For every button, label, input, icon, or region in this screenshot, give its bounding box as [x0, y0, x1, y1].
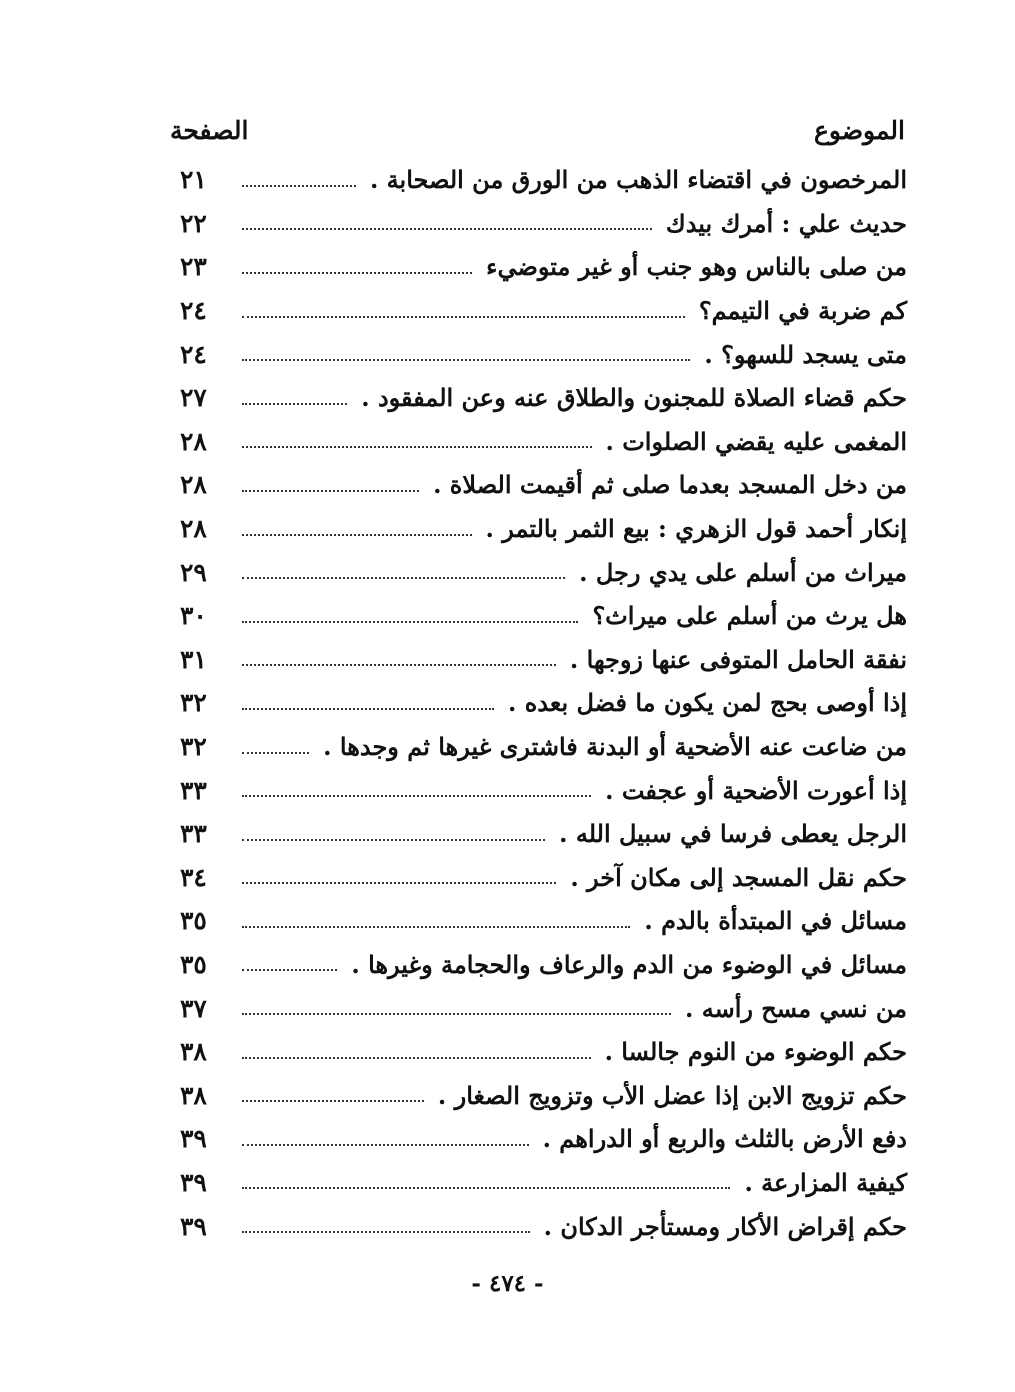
- toc-entry-title: من دخل المسجد بعدما صلى ثم أقيمت الصلاة .: [433, 470, 907, 500]
- toc-entry-page: ٣٥: [180, 949, 207, 979]
- toc-entry-page: ٢٤: [180, 296, 207, 326]
- dot-leader: [242, 446, 592, 448]
- dot-leader: [242, 1187, 730, 1189]
- toc-entry-title: من ضاعت عنه الأضحية أو البدنة فاشترى غيرها ثم وجدها .: [323, 732, 907, 762]
- toc-entry-page: ٢٨: [180, 470, 207, 500]
- toc-entry: [180, 856, 907, 900]
- page-column-label: الصفحة: [170, 115, 249, 145]
- toc-entry: [180, 1030, 907, 1074]
- toc-entry-title: حكم نقل المسجد إلى مكان آخر .: [570, 862, 907, 892]
- toc-entry-page: ٣١: [180, 644, 207, 674]
- toc-entry: [180, 1161, 907, 1205]
- dot-leader: [242, 926, 630, 928]
- toc-entry: [180, 289, 907, 333]
- dot-leader: [242, 1100, 424, 1102]
- toc-entry: [180, 899, 907, 943]
- dot-leader: [242, 795, 591, 797]
- toc-entry: [180, 768, 907, 812]
- toc-entry-page: ٣٣: [180, 775, 207, 805]
- toc-entry-page: ٣٨: [180, 1037, 207, 1067]
- toc-entry-title: حكم تزويج الابن إذا عضل الأب وتزويج الصغار .: [437, 1080, 907, 1110]
- dot-leader: [242, 839, 545, 841]
- toc-entry-title: حديث علي : أمرك بيدك: [665, 208, 907, 238]
- toc-entry-title: كيفية المزارعة .: [744, 1167, 907, 1197]
- toc-entry-page: ٢٤: [180, 339, 207, 369]
- toc-entry: [180, 245, 907, 289]
- dot-leader: [242, 969, 337, 971]
- dot-leader: [242, 228, 652, 230]
- toc-entry-title: نفقة الحامل المتوفى عنها زوجها .: [569, 644, 907, 674]
- page-number: - ٤٧٤ -: [471, 1270, 544, 1297]
- toc-entry-title: ميراث من أسلم على يدي رجل .: [579, 557, 907, 587]
- toc-entry: [180, 420, 907, 464]
- dot-leader: [242, 359, 690, 361]
- dot-leader: [242, 882, 556, 884]
- toc-entry: [180, 376, 907, 420]
- toc-entry-page: ٣٩: [180, 1124, 207, 1154]
- dot-leader: [242, 621, 578, 623]
- toc-entry-page: ٣٧: [180, 993, 207, 1023]
- dot-leader: [242, 1057, 591, 1059]
- toc-entry-page: ٢١: [180, 165, 207, 195]
- toc-entry-page: ٢٨: [180, 426, 207, 456]
- toc-entry: [180, 332, 907, 376]
- toc-entry-title: من نسي مسح رأسه .: [685, 993, 907, 1023]
- toc-entry: [180, 943, 907, 987]
- toc-entry-title: إنكار أحمد قول الزهري : بيع الثمر بالتمر .: [485, 514, 907, 544]
- toc-entry: [180, 158, 907, 202]
- toc-entry-page: ٢٣: [180, 252, 207, 282]
- dot-leader: [242, 1231, 530, 1233]
- toc-entry: [180, 463, 907, 507]
- toc-entry: [180, 986, 907, 1030]
- dot-leader: [242, 185, 356, 187]
- toc-entry-title: مسائل في الوضوء من الدم والرعاف والحجامة وغيرها .: [351, 949, 907, 979]
- toc-entry-title: المرخصون في اقتضاء الذهب من الورق من الصحابة .: [369, 165, 907, 195]
- toc-entry-title: دفع الأرض بالثلث والربع أو الدراهم .: [542, 1124, 907, 1154]
- toc-entry: [180, 594, 907, 638]
- toc-entry-title: كم ضربة في التيمم؟: [698, 296, 907, 326]
- toc-entry: [180, 812, 907, 856]
- toc-entry-page: ٢٢: [180, 208, 207, 238]
- toc-entry-page: ٢٨: [180, 514, 207, 544]
- toc-entry-title: الرجل يعطى فرسا في سبيل الله .: [559, 819, 907, 849]
- toc-entry-page: ٢٧: [180, 383, 207, 413]
- dot-leader: [242, 403, 347, 405]
- dot-leader: [242, 272, 472, 274]
- toc-entry-page: ٣٥: [180, 906, 207, 936]
- dot-leader: [242, 534, 472, 536]
- toc-entry-page: ٣٨: [180, 1080, 207, 1110]
- toc-entry: [180, 550, 907, 594]
- toc-entry-title: حكم الوضوء من النوم جالسا .: [604, 1037, 907, 1067]
- dot-leader: [242, 490, 419, 492]
- toc-entry: [180, 681, 907, 725]
- toc-entry: [180, 638, 907, 682]
- toc-entry-page: ٣٢: [180, 688, 207, 718]
- toc-entry-title: إذا أعورت الأضحية أو عجفت .: [605, 775, 907, 805]
- toc-entry-page: ٣٩: [180, 1167, 207, 1197]
- toc-entry-title: من صلى بالناس وهو جنب أو غير متوضيء: [486, 252, 907, 282]
- toc-entry: [180, 1204, 907, 1248]
- toc-header: [170, 112, 905, 148]
- dot-leader: [242, 1013, 671, 1015]
- toc-entry-title: المغمى عليه يقضي الصلوات .: [605, 426, 907, 456]
- toc-entry: [180, 202, 907, 246]
- table-of-contents: [180, 158, 907, 1248]
- dot-leader: [242, 316, 685, 318]
- dot-leader: [242, 577, 565, 579]
- toc-entry-page: ٣٠: [180, 601, 207, 631]
- toc-entry-page: ٢٩: [180, 557, 207, 587]
- toc-entry: [180, 507, 907, 551]
- toc-entry-title: إذا أوصى بحج لمن يكون ما فضل بعده .: [508, 688, 907, 718]
- toc-entry-title: متى يسجد للسهو؟ .: [704, 339, 907, 369]
- topic-column-label: الموضوع: [814, 115, 905, 145]
- dot-leader: [242, 752, 309, 754]
- dot-leader: [242, 1144, 529, 1146]
- toc-entry-title: حكم قضاء الصلاة للمجنون والطلاق عنه وعن المفقود .: [361, 383, 907, 413]
- toc-entry-page: ٣٤: [180, 862, 207, 892]
- toc-entry: [180, 725, 907, 769]
- toc-entry-page: ٣٩: [180, 1211, 207, 1241]
- toc-entry-title: حكم إقراض الأكار ومستأجر الدكان .: [543, 1211, 907, 1241]
- toc-entry-page: ٣٢: [180, 732, 207, 762]
- toc-entry-page: ٣٣: [180, 819, 207, 849]
- dot-leader: [242, 708, 494, 710]
- toc-entry: [180, 1073, 907, 1117]
- toc-entry-title: هل يرث من أسلم على ميراث؟: [592, 601, 907, 631]
- dot-leader: [242, 664, 556, 666]
- toc-entry-title: مسائل في المبتدأة بالدم .: [644, 906, 907, 936]
- toc-entry: [180, 1117, 907, 1161]
